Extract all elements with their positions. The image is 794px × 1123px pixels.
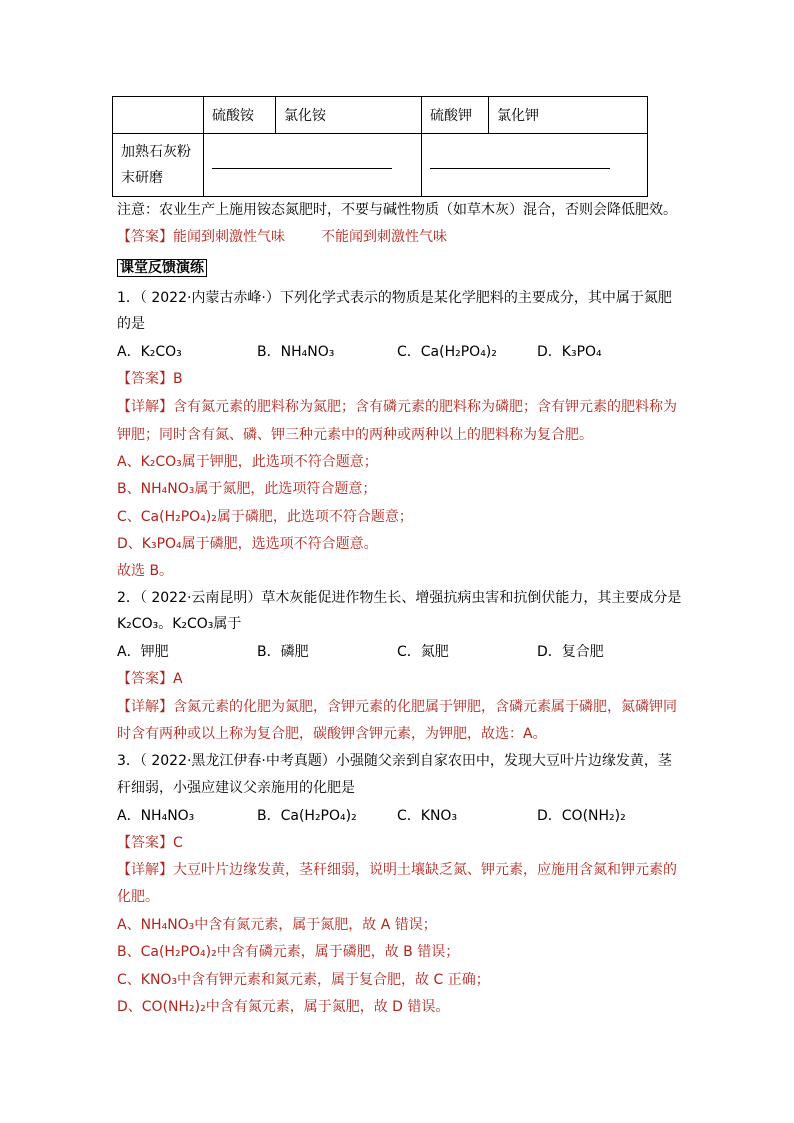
q2-detail-text-1: 含氮元素的化肥为氮肥，含钾元素的化肥属于钾肥，含磷元素属于磷肥，氮磷钾同 xyxy=(173,699,677,715)
q1-detail-text-1: 含有氮元素的肥料称为氮肥；含有磷元素的肥料称为磷肥；含有钾元素的肥料称为 xyxy=(173,399,677,415)
q1-answer xyxy=(117,369,183,389)
fertilizer-test-table xyxy=(112,96,648,197)
q1-conclusion: 故选 B。 xyxy=(117,563,174,579)
row-label-line-1: 加熟石灰粉 xyxy=(121,144,191,160)
q2-answer-value: A xyxy=(173,671,183,687)
row-label-line-2: 末研磨 xyxy=(121,170,163,186)
q3-option-b: B．Ca(H₂PO₄)₂ xyxy=(257,808,357,824)
q1-answer-label: 【答案】 xyxy=(117,371,173,387)
q2-option-a: A．钾肥 xyxy=(117,644,169,660)
table-cell-ammonium-result xyxy=(204,134,422,197)
q2-option-d: D．复合肥 xyxy=(537,644,604,660)
q3-detail-text-1: 大豆叶片边缘发黄，茎秆细弱，说明土壤缺乏氮、钾元素，应施用含氮和钾元素的 xyxy=(173,862,677,878)
q1-option-d: D．K₃PO₄ xyxy=(537,344,602,360)
q3-option-c: C．KNO₃ xyxy=(397,808,458,824)
q1-detail-c: C、Ca(H₂PO₄)₂属于磷肥，此选项不符合题意； xyxy=(117,509,413,525)
q3-detail-line-1 xyxy=(117,860,677,880)
q3-answer xyxy=(117,833,183,853)
q3-stem-line-2: 秆细弱，小强应建议父亲施用的化肥是 xyxy=(117,780,355,796)
q1-stem-line-1: 1．（ 2022·内蒙古赤峰·）下列化学式表示的物质是某化学肥料的主要成分，其中属于氮肥 xyxy=(117,290,672,306)
table-header-row xyxy=(113,97,648,134)
q1-detail-line-1 xyxy=(117,397,677,417)
q1-answer-value: B xyxy=(173,371,183,387)
q1-option-b: B．NH₄NO₃ xyxy=(257,344,335,360)
q1-stem-line-2: 的是 xyxy=(117,316,145,332)
table-cell-ammonium-chloride: 氯化铵 xyxy=(276,97,422,134)
table-cell-potassium-result xyxy=(422,134,648,197)
note-text: 注意：农业生产上施用铵态氮肥时，不要与碱性物质（如草木灰）混合，否则会降低肥效。 xyxy=(117,202,677,218)
q1-detail-d: D、K₃PO₄属于磷肥，选选项不符合题意。 xyxy=(117,536,378,552)
q2-stem-line-1: 2．（ 2022·云南昆明）草木灰能促进作物生长、增强抗病虫害和抗倒伏能力，其主要成分是 xyxy=(117,590,682,606)
q1-detail-a: A、K₂CO₃属于钾肥，此选项不符合题意； xyxy=(117,454,378,470)
q1-option-a: A．K₂CO₃ xyxy=(117,344,182,360)
answer-text-1: 能闻到刺激性气味 xyxy=(173,229,285,245)
answer-blank xyxy=(212,158,392,169)
q2-detail-line-1 xyxy=(117,697,677,717)
q3-answer-value: C xyxy=(173,835,183,851)
q3-option-d: D．CO(NH₂)₂ xyxy=(537,808,626,824)
q1-option-c: C．Ca(H₂PO₄)₂ xyxy=(397,344,497,360)
table-cell-potassium-chloride: 氯化钾 xyxy=(489,97,648,134)
answer-text-2: 不能闻到刺激性气味 xyxy=(321,229,447,245)
q2-answer xyxy=(117,669,183,689)
section-title-text: 课堂反馈演练 xyxy=(117,259,207,277)
q2-detail-line-2: 时含有两种或以上称为复合肥，碳酸钾含钾元素，为钾肥，故选：A。 xyxy=(117,726,547,742)
q2-detail-label: 【详解】 xyxy=(117,699,173,715)
table-row-lime-test xyxy=(113,134,648,197)
q3-option-a: A．NH₄NO₃ xyxy=(117,808,195,824)
table-cell-potassium-sulfate: 硫酸钾 xyxy=(422,97,489,134)
table-cell-ammonium-sulfate: 硫酸铵 xyxy=(204,97,276,134)
q3-answer-label: 【答案】 xyxy=(117,835,173,851)
q2-option-b: B．磷肥 xyxy=(257,644,309,660)
q1-detail-label: 【详解】 xyxy=(117,399,173,415)
q2-answer-label: 【答案】 xyxy=(117,671,173,687)
q3-stem-line-1: 3．（ 2022·黑龙江伊春·中考真题）小强随父亲到自家农田中，发现大豆叶片边缘发黄，茎 xyxy=(117,753,672,769)
q3-detail-b: B、Ca(H₂PO₄)₂中含有磷元素，属于磷肥，故 B 错误； xyxy=(117,944,460,960)
answer-line xyxy=(117,227,447,247)
q3-detail-a: A、NH₄NO₃中含有氮元素，属于氮肥，故 A 错误； xyxy=(117,917,437,933)
q1-detail-line-2: 钾肥；同时含有氮、磷、钾三种元素中的两种或两种以上的肥料称为复合肥。 xyxy=(117,427,593,443)
q3-detail-d: D、CO(NH₂)₂中含有氮元素，属于氮肥，故 D 错误。 xyxy=(117,999,450,1015)
q3-detail-label: 【详解】 xyxy=(117,862,173,878)
table-cell-empty xyxy=(113,97,204,134)
answer-blank xyxy=(430,158,610,169)
table-cell-row-label xyxy=(113,134,204,197)
q2-option-c: C．氮肥 xyxy=(397,644,449,660)
answer-label: 【答案】 xyxy=(117,229,173,245)
q1-detail-b: B、NH₄NO₃属于氮肥，此选项符合题意； xyxy=(117,481,377,497)
q3-detail-line-2: 化肥。 xyxy=(117,889,159,905)
q3-detail-c: C、KNO₃中含有钾元素和氮元素，属于复合肥，故 C 正确； xyxy=(117,972,490,988)
q2-stem-line-2: K₂CO₃。K₂CO₃属于 xyxy=(117,616,242,632)
section-title xyxy=(117,258,207,278)
